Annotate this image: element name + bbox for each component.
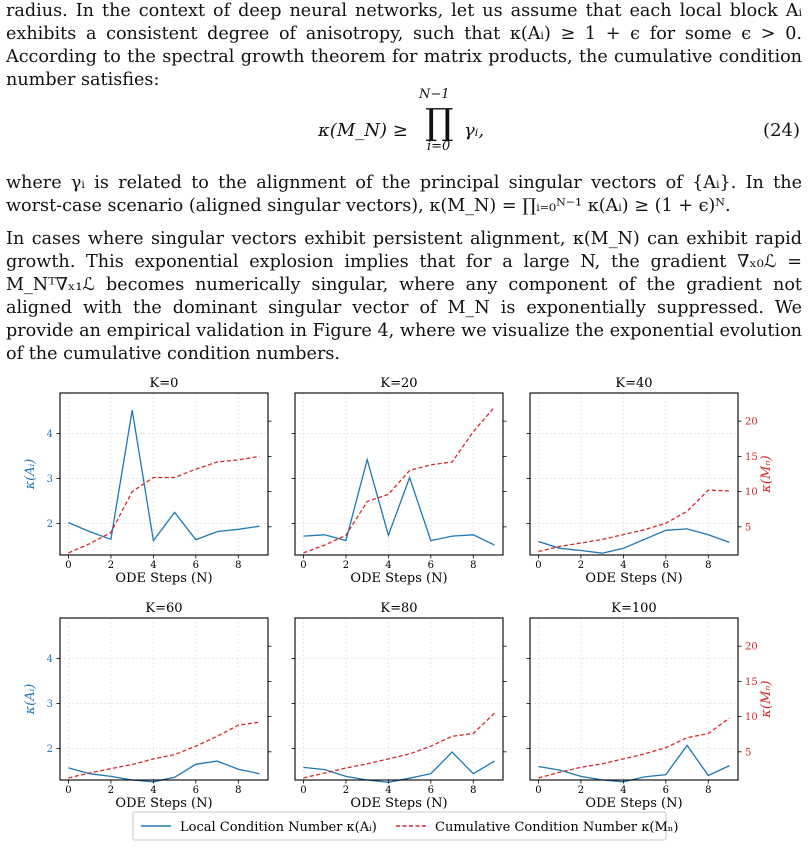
x-tick-label: 8: [235, 560, 242, 571]
x-tick-label: 0: [535, 560, 542, 571]
x-axis-label: ODE Steps (N): [585, 796, 683, 811]
series-line-cumulative: [304, 713, 495, 778]
y-axis-label-right: κ(Mₙ): [759, 680, 774, 718]
equation-product-symbol: ∏: [425, 102, 454, 143]
x-axis-label: ODE Steps (N): [585, 571, 683, 586]
x-tick-label: 4: [620, 785, 627, 796]
x-tick-label: 2: [577, 560, 585, 571]
series-line-local: [539, 529, 730, 553]
x-tick-label: 8: [705, 785, 712, 796]
paragraph-intro: radius. In the context of deep neural networks, let us assume that each local block Aᵢ exhibits a consistent degree of anisotropy, such that κ(Aᵢ) ≥ 1 + ϵ for some ϵ > 0. According to the spectral growth theorem for matrix products, the cumulative condition number satisfies:: [6, 1, 802, 90]
y-tick-label-right: 5: [745, 747, 752, 759]
x-axis-label: ODE Steps (N): [115, 571, 213, 586]
x-tick-label: 4: [385, 560, 392, 571]
x-tick-label: 0: [65, 560, 72, 571]
panel-title: K=20: [380, 376, 418, 391]
series-line-cumulative: [539, 490, 730, 551]
x-tick-label: 2: [342, 785, 350, 796]
panel-title: K=40: [615, 376, 653, 391]
panel-title: K=0: [149, 376, 179, 391]
x-tick-label: 2: [107, 560, 115, 571]
panel-title: K=80: [380, 601, 418, 616]
axes-frame: [60, 618, 268, 780]
x-tick-label: 6: [427, 785, 435, 796]
x-tick-label: 4: [150, 560, 157, 571]
y-axis-label-left: κ(Aᵢ): [23, 458, 38, 490]
series-line-cumulative: [539, 718, 730, 778]
series-line-local: [539, 745, 730, 781]
y-tick-label-right: 15: [745, 676, 758, 688]
x-tick-label: 0: [300, 785, 307, 796]
panel-title: K=100: [611, 601, 657, 616]
x-tick-label: 6: [427, 560, 435, 571]
equation-rhs: γᵢ,: [464, 120, 485, 141]
y-axis-label-right: κ(Mₙ): [759, 455, 774, 493]
x-tick-label: 2: [342, 560, 350, 571]
paragraph-explosion: In cases where singular vectors exhibit persistent alignment, κ(M_N) can exhibit rapid growth. This exponential explosion implies that for a large N, the gradient ∇ₓ₀ℒ = M_Nᵀ∇ₓ₁ℒ becomes numerically singular, where any component of the gradient not aligned with the dominant singular vector of M_N is exponentially suppressed. We provide an empirical validation in Figure 4, where we visualize the exponential evolution of the cumulative condition numbers.: [6, 229, 802, 364]
y-tick-label-right: 10: [745, 487, 758, 499]
x-tick-label: 0: [300, 560, 307, 571]
axes-frame: [295, 393, 503, 555]
equation-24: [0, 87, 808, 157]
x-tick-label: 6: [662, 785, 670, 796]
y-tick-label-left: 4: [46, 654, 53, 665]
paragraph-worst-case: where γᵢ is related to the alignment of the principal singular vectors of {Aᵢ}. In the worst-case scenario (aligned singular vectors), κ(M_N) = ∏ᵢ₌₀ᴺ⁻¹ κ(Aᵢ) ≥ (1 + ϵ)ᴺ.: [6, 173, 802, 216]
x-tick-label: 2: [577, 785, 585, 796]
series-line-local: [304, 460, 495, 545]
x-tick-label: 6: [192, 785, 200, 796]
y-tick-label-left: 2: [46, 744, 53, 755]
x-tick-label: 4: [150, 785, 157, 796]
legend-label-cumulative: Cumulative Condition Number κ(Mₙ): [435, 820, 679, 835]
x-tick-label: 4: [385, 785, 392, 796]
x-tick-label: 8: [235, 785, 242, 796]
series-line-cumulative: [304, 407, 495, 553]
x-axis-label: ODE Steps (N): [350, 571, 448, 586]
equation-lhs: κ(M_N) ≥: [318, 120, 408, 141]
y-tick-label-left: 3: [46, 474, 53, 485]
y-axis-label-left: κ(Aᵢ): [23, 683, 38, 715]
axes-frame: [530, 618, 738, 780]
x-tick-label: 6: [192, 560, 200, 571]
x-tick-label: 8: [470, 785, 477, 796]
y-tick-label-right: 5: [745, 522, 752, 534]
y-tick-label-right: 15: [745, 451, 758, 463]
equation-prod-lower-limit: i=0: [427, 139, 451, 154]
y-tick-label-right: 20: [745, 641, 758, 653]
y-tick-label-left: 2: [46, 519, 53, 530]
axes-frame: [60, 393, 268, 555]
series-line-cumulative: [69, 456, 260, 553]
figure-condition-numbers: [0, 360, 808, 847]
series-line-local: [69, 410, 260, 540]
x-axis-label: ODE Steps (N): [350, 796, 448, 811]
y-tick-label-right: 10: [745, 712, 758, 724]
x-tick-label: 0: [535, 785, 542, 796]
equation-number: (24): [763, 120, 800, 141]
x-tick-label: 4: [620, 560, 627, 571]
y-tick-label-right: 20: [745, 416, 758, 428]
x-tick-label: 6: [662, 560, 670, 571]
axes-frame: [530, 393, 738, 555]
x-tick-label: 0: [65, 785, 72, 796]
y-tick-label-left: 4: [46, 429, 53, 440]
x-tick-label: 2: [107, 785, 115, 796]
equation-prod-upper-limit: N−1: [419, 87, 450, 102]
panel-title: K=60: [145, 601, 183, 616]
axes-frame: [295, 618, 503, 780]
y-tick-label-left: 3: [46, 699, 53, 710]
x-tick-label: 8: [705, 560, 712, 571]
x-tick-label: 8: [470, 560, 477, 571]
legend-label-local: Local Condition Number κ(Aᵢ): [180, 820, 377, 835]
x-axis-label: ODE Steps (N): [115, 796, 213, 811]
series-line-cumulative: [69, 722, 260, 778]
